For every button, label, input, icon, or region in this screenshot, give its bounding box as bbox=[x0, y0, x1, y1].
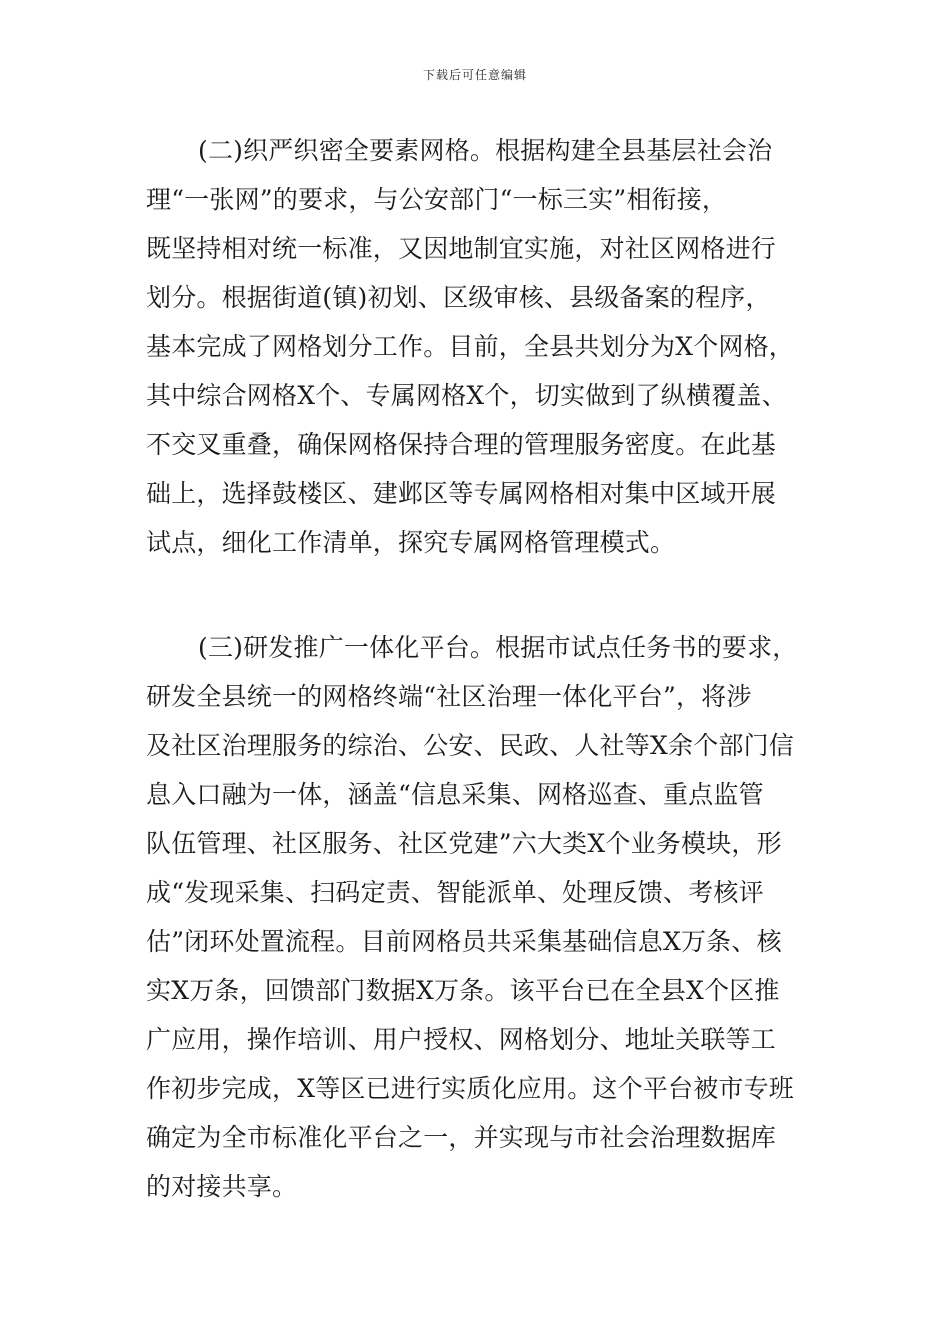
text-line: 理“一张网”的要求，与公安部门“一标三实”相衔接， bbox=[146, 185, 728, 214]
text-line: 础上，选择鼓楼区、建邺区等专属网格相对集中区域开展 bbox=[146, 479, 777, 508]
text-line: 研发全县统一的网格终端“社区治理一体化平台”，将涉 bbox=[146, 682, 752, 711]
text-line: 不交叉重叠，确保网格保持合理的管理服务密度。在此基 bbox=[146, 430, 777, 459]
text-line: (三)研发推广一体化平台。根据市试点任务书的要求， bbox=[198, 633, 798, 662]
header-note: 下载后可任意编辑 bbox=[422, 68, 527, 82]
text-line: 成“发现采集、扫码定责、智能派单、处理反馈、考核评 bbox=[146, 878, 764, 907]
text-line: 其中综合网格X个、专属网格X个，切实做到了纵横覆盖、 bbox=[146, 381, 787, 410]
text-line: (二)织严织密全要素网格。根据构建全县基层社会治 bbox=[198, 136, 773, 165]
text-line: 估”闭环处置流程。目前网格员共采集基础信息X万条、核 bbox=[146, 927, 782, 956]
text-line: 广应用，操作培训、用户授权、网格划分、地址关联等工 bbox=[146, 1025, 777, 1054]
text-line: 基本完成了网格划分工作。目前，全县共划分为X个网格， bbox=[146, 332, 795, 361]
text-line: 试点，细化工作清单，探究专属网格管理模式。 bbox=[146, 528, 676, 557]
text-line: 实X万条，回馈部门数据X万条。该平台已在全县X个区推 bbox=[146, 976, 780, 1005]
text-line: 队伍管理、社区服务、社区党建”六大类X个业务模块，形 bbox=[146, 829, 782, 858]
paragraph-grid-division bbox=[146, 126, 826, 567]
text-line: 及社区治理服务的综治、公安、民政、人社等X余个部门信 bbox=[146, 731, 795, 760]
text-line: 确定为全市标准化平台之一，并实现与市社会治理数据库 bbox=[146, 1123, 777, 1152]
text-line: 的对接共享。 bbox=[146, 1172, 298, 1201]
text-line: 划分。根据街道(镇)初划、区级审核、县级备案的程序， bbox=[146, 283, 771, 312]
text-line: 既坚持相对统一标准，又因地制宜实施，对社区网格进行 bbox=[146, 234, 777, 263]
paragraph-integrated-platform bbox=[146, 623, 826, 1211]
text-line: 息入口融为一体，涵盖“信息采集、网格巡查、重点监管 bbox=[146, 780, 764, 809]
text-line: 作初步完成，X等区已进行实质化应用。这个平台被市专班 bbox=[146, 1074, 795, 1103]
